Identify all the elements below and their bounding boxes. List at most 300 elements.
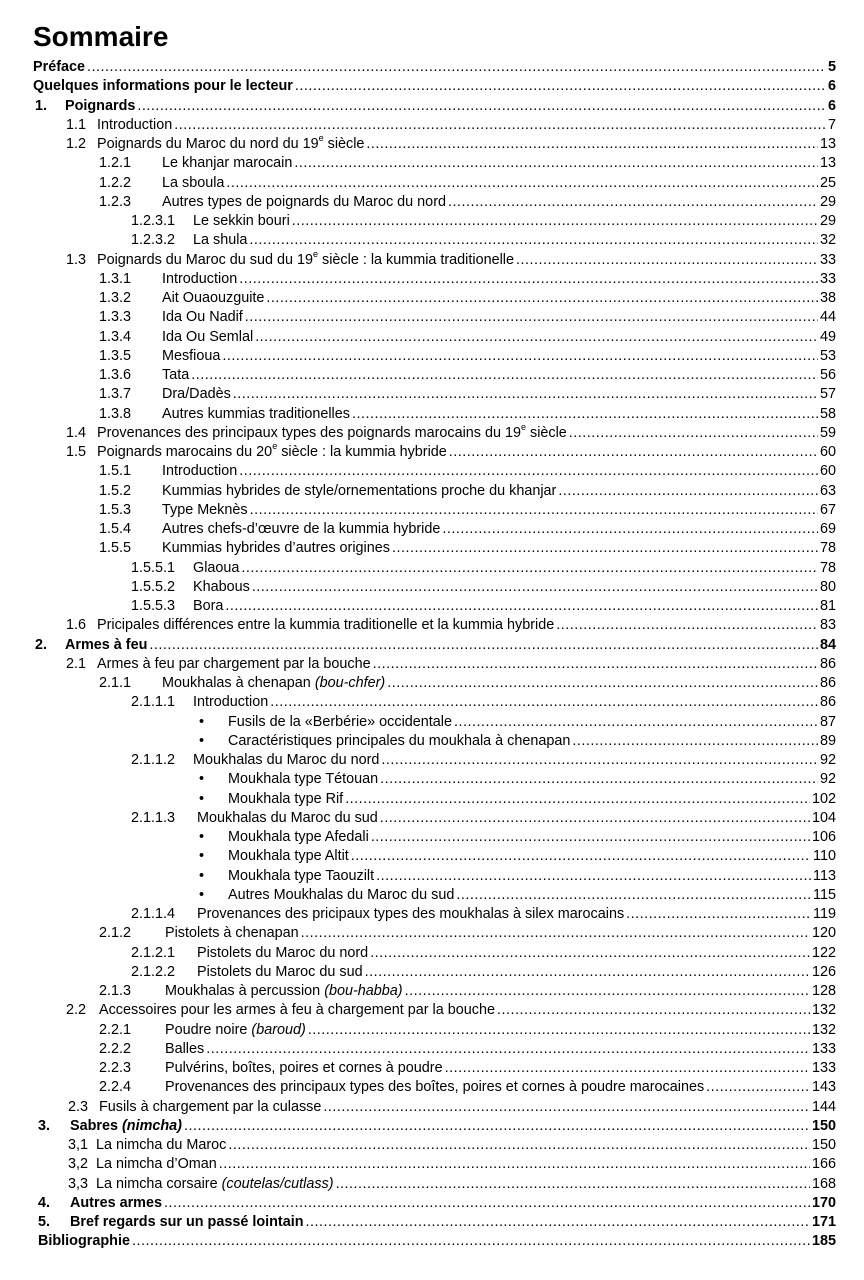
toc-entry[interactable] (99, 674, 836, 693)
toc-entry-page-number: 166 (811, 1156, 836, 1173)
toc-entry-number: 1.5.5 (99, 540, 132, 557)
dot-leader (371, 828, 810, 847)
toc-entry-title: Glaoua (193, 559, 240, 576)
dot-leader (250, 501, 818, 520)
toc-entry-title: Mesfioua (162, 347, 221, 364)
toc-entry-number: 2.2.2 (99, 1040, 132, 1057)
toc-entry-number: 2.2 (66, 1002, 87, 1019)
toc-entry-title: Balles (165, 1040, 205, 1057)
toc-entry-number: 2.1.1.4 (131, 906, 176, 922)
toc-entry[interactable] (66, 135, 836, 154)
bullet-icon: • (199, 886, 205, 903)
toc-entry-number: 1.5.5.1 (131, 559, 176, 576)
toc-entry-page-number: 38 (819, 290, 836, 306)
toc-entry[interactable] (199, 828, 836, 847)
dot-leader (572, 732, 818, 751)
toc-entry-page-number: 60 (819, 444, 836, 460)
dot-leader (164, 1194, 810, 1213)
toc-entry-page-number: 92 (819, 771, 836, 788)
bullet-icon: • (199, 829, 205, 845)
toc-entry-title: Moukhala type Afedali (228, 829, 369, 845)
toc-entry[interactable] (131, 231, 836, 250)
dot-leader (184, 1117, 810, 1136)
toc-entry-number: 1.2.3.1 (131, 213, 176, 229)
toc-entry-number: 1.3.1 (99, 270, 132, 287)
toc-entry-page-number: 78 (819, 559, 836, 576)
toc-entry-page-number: 56 (819, 367, 836, 383)
toc-entry[interactable] (199, 867, 836, 886)
toc-entry[interactable] (199, 847, 836, 866)
toc-entry-page-number: 126 (811, 963, 836, 980)
dot-leader (569, 424, 818, 443)
bullet-icon: • (199, 771, 205, 788)
toc-entry-title: Moukhala type Rif (228, 790, 344, 807)
toc-entry-title: Le khanjar marocain (162, 155, 293, 172)
dot-leader (370, 944, 810, 963)
toc-entry[interactable] (68, 1098, 836, 1117)
toc-entry[interactable] (99, 1040, 836, 1059)
toc-entry[interactable] (131, 578, 836, 597)
toc-entry[interactable] (33, 77, 836, 96)
dot-leader (306, 1213, 810, 1232)
toc-entry-title: Caractéristiques principales du moukhala à chenapan (228, 732, 571, 749)
toc-entry-number: 1.3.2 (99, 290, 132, 306)
toc-entry[interactable] (66, 248, 836, 270)
toc-entry[interactable] (66, 116, 836, 135)
toc-entry-page-number: 69 (819, 521, 836, 537)
toc-entry-title: Quelques informations pour le lecteur (33, 78, 293, 95)
toc-entry[interactable] (99, 924, 836, 943)
toc-entry[interactable] (68, 1175, 836, 1194)
toc-entry-page-number: 102 (811, 790, 836, 807)
toc-entry[interactable] (131, 944, 836, 963)
toc-entry-title: Khabous (193, 578, 250, 595)
toc-entry-number: 2.1.3 (99, 983, 132, 999)
toc-entry-number: 1.2.2 (99, 174, 132, 191)
toc-entry-title: Autres kummias traditionelles (162, 405, 350, 422)
toc-entry-title: Sabres (nimcha) (70, 1117, 182, 1134)
dot-leader (270, 693, 818, 712)
dot-leader (301, 924, 810, 943)
toc-entry-page-number: 58 (819, 405, 836, 422)
dot-leader (308, 1021, 810, 1040)
bullet-icon: • (199, 848, 205, 865)
toc-entry-number: 1.4 (66, 424, 87, 441)
toc-entry[interactable] (199, 732, 836, 751)
toc-entry-page-number: 13 (819, 136, 836, 152)
dot-leader (174, 116, 826, 135)
toc-entry[interactable] (38, 1232, 836, 1251)
toc-entry-title: Moukhalas à percussion (bou-habba) (165, 983, 403, 999)
toc-entry[interactable] (99, 193, 836, 212)
toc-entry[interactable] (131, 751, 836, 770)
dot-leader (373, 655, 818, 674)
dot-leader (241, 559, 818, 578)
toc-entry-page-number: 113 (813, 867, 836, 884)
toc-entry-page-number: 5 (827, 59, 836, 75)
toc-entry-title: Bibliographie (38, 1233, 130, 1250)
toc-entry-page-number: 104 (811, 809, 836, 826)
toc-entry-title: Ait Ouaouzguite (162, 290, 265, 306)
toc-entry-page-number: 133 (811, 1040, 836, 1057)
dot-leader (295, 77, 826, 96)
dot-leader (323, 1098, 810, 1117)
toc-entry[interactable] (33, 58, 836, 77)
toc-entry-title: Autres armes (70, 1194, 162, 1211)
toc-entry-title: Ida Ou Nadif (162, 309, 243, 326)
toc-entry-page-number: 84 (819, 636, 836, 653)
toc-entry[interactable] (131, 597, 836, 616)
toc-entry-number: 1.3 (66, 251, 87, 268)
toc-entry-title: Pistolets à chenapan (165, 925, 299, 942)
dot-leader (445, 1059, 810, 1078)
toc-entry-page-number: 7 (827, 116, 836, 133)
toc-entry-number: 1.2.3 (99, 193, 132, 210)
dot-leader (454, 713, 818, 732)
toc-entry[interactable] (99, 405, 836, 424)
toc-entry-page-number: 122 (811, 944, 836, 961)
toc-entry-title: La nimcha corsaire (coutelas/cutlass) (96, 1175, 334, 1192)
dot-leader (381, 751, 818, 770)
toc-entry-page-number: 120 (811, 925, 836, 942)
toc-entry-number: 2.1.1.2 (131, 752, 176, 768)
dot-leader (706, 1078, 810, 1097)
toc-entry-number: 2.1.2 (99, 925, 132, 942)
toc-entry-title: Autres types de poignards du Maroc du nord (162, 193, 446, 210)
dot-leader (558, 482, 818, 501)
toc-entry-page-number: 144 (811, 1098, 836, 1115)
toc-entry-number: 2.2.4 (99, 1079, 132, 1096)
toc-entry-page-number: 33 (819, 251, 836, 268)
toc-entry[interactable] (99, 154, 836, 173)
toc-entry-title: Provenances des principaux types des poignards marocains du 19e siècle (97, 421, 567, 441)
toc-entry-title: Moukhala type Taouzilt (228, 867, 375, 884)
toc-entry-number: 1.5 (66, 444, 87, 460)
dot-leader (87, 58, 826, 77)
toc-entry-title: Type Meknès (162, 501, 248, 518)
toc-entry-page-number: 170 (811, 1194, 836, 1211)
dot-leader (336, 1175, 810, 1194)
toc-entry-title: Pulvérins, boîtes, poires et cornes à poudre (165, 1060, 443, 1076)
toc-entry-page-number: 6 (827, 78, 836, 95)
toc-entry-page-number: 110 (813, 848, 836, 865)
toc-entry-title: Pistolets du Maroc du sud (197, 963, 363, 980)
dot-leader (380, 809, 810, 828)
toc-entry-number: 2.1.2.1 (131, 944, 176, 961)
toc-entry-title: Moukhala type Altit (228, 848, 349, 865)
toc-entry[interactable] (131, 809, 836, 828)
dot-leader (225, 597, 818, 616)
dot-leader (206, 1040, 810, 1059)
toc-entry-title: Bora (193, 598, 224, 614)
toc-entry-page-number: 80 (819, 578, 836, 595)
toc-entry-number: 1.3.6 (99, 367, 132, 383)
toc-entry-title: Moukhalas à chenapan (bou-chfer) (162, 675, 386, 691)
toc-entry-number: 3,1 (68, 1137, 89, 1153)
toc-entry-page-number: 86 (819, 675, 836, 691)
toc-entry[interactable] (99, 1021, 836, 1040)
toc-entry-page-number: 87 (819, 713, 836, 730)
toc-entry[interactable] (99, 174, 836, 193)
toc-entry-number: 1.6 (66, 617, 87, 634)
toc-entry-title: Fusils de la «Berbérie» occidentale (228, 713, 452, 730)
toc-entry-title: La shula (193, 232, 248, 249)
toc-entry[interactable] (131, 212, 836, 231)
toc-entry-title: Introduction (193, 694, 269, 711)
dot-leader (294, 154, 818, 173)
toc-entry-page-number: 63 (819, 482, 836, 499)
toc-entry-title: La sboula (162, 174, 225, 191)
dot-leader (239, 270, 818, 289)
toc-entry-page-number: 132 (811, 1002, 836, 1019)
toc-entry-page-number: 86 (819, 655, 836, 672)
dot-leader (137, 97, 826, 116)
bullet-icon: • (199, 713, 205, 730)
toc-entry-title: Moukhalas du Maroc du nord (193, 752, 380, 768)
toc-entry-title: Poignards du Maroc du nord du 19e siècle (97, 133, 365, 152)
toc-entry-page-number: 49 (819, 328, 836, 345)
dot-leader (556, 616, 818, 635)
dot-leader (456, 886, 811, 905)
toc-entry-title: Poignards (65, 97, 136, 114)
toc-entry-page-number: 83 (819, 617, 836, 634)
toc-entry-number: 1.2.1 (99, 155, 132, 172)
toc-entry-number: 1.3.5 (99, 347, 132, 364)
toc-entry[interactable] (35, 636, 836, 655)
toc-entry-number: 1.3.4 (99, 328, 132, 345)
toc-entry[interactable] (68, 1155, 836, 1174)
dot-leader (380, 770, 818, 789)
dot-leader (219, 1155, 810, 1174)
toc-entry-number: 3. (38, 1117, 51, 1134)
dot-leader (366, 135, 818, 154)
toc-entry[interactable] (35, 97, 836, 116)
toc-entry-title: Introduction (97, 116, 173, 133)
toc-entry-number: 2.1.1.3 (131, 809, 176, 826)
dot-leader (345, 790, 810, 809)
toc-entry-number: 3,3 (68, 1175, 89, 1192)
toc-entry-title: Le sekkin bouri (193, 213, 290, 229)
toc-entry[interactable] (131, 693, 836, 712)
toc-entry[interactable] (99, 501, 836, 520)
bullet-icon: • (199, 790, 205, 807)
toc-entry[interactable] (38, 1194, 836, 1213)
toc-entry-number: 1.5.5.3 (131, 598, 176, 614)
toc-entry-page-number: 32 (819, 232, 836, 249)
dot-leader (255, 328, 818, 347)
dot-leader (266, 289, 818, 308)
toc-entry[interactable] (131, 963, 836, 982)
toc-entry-title: Pistolets du Maroc du nord (197, 944, 369, 961)
toc-entry-page-number: 150 (811, 1117, 836, 1134)
toc-entry-page-number: 128 (811, 983, 836, 999)
toc-entry-title: Provenances des pricipaux types des moukhalas à silex marocains (197, 906, 625, 922)
toc-entry-page-number: 29 (819, 213, 836, 229)
dot-leader (132, 1232, 810, 1251)
dot-leader (405, 982, 810, 1001)
toc-entry[interactable] (66, 443, 836, 462)
toc-entry-title: Moukhalas du Maroc du sud (197, 809, 378, 826)
toc-entry-page-number: 33 (819, 270, 836, 287)
bullet-icon: • (199, 732, 205, 749)
toc-entry-title: Accessoires pour les armes à feu à chargement par la bouche (99, 1002, 495, 1019)
bullet-icon: • (199, 867, 205, 884)
toc-entry-number: 5. (38, 1214, 51, 1230)
toc-entry[interactable] (99, 289, 836, 308)
toc-entry-page-number: 119 (813, 906, 836, 922)
toc-entry-page-number: 89 (819, 732, 836, 749)
toc-entry-number: 1. (35, 97, 48, 114)
dot-leader (387, 674, 818, 693)
toc-entry-number: 2.2.3 (99, 1060, 132, 1076)
toc-entry-number: 2.1 (66, 655, 87, 672)
toc-entry-page-number: 106 (811, 829, 836, 845)
toc-entry[interactable] (131, 559, 836, 578)
dot-leader (233, 385, 818, 404)
toc-entry-page-number: 44 (819, 309, 836, 326)
toc-entry-page-number: 81 (819, 598, 836, 614)
toc-entry-title: Poignards marocains du 20e siècle : la kummia hybride (97, 441, 447, 460)
dot-leader (226, 174, 818, 193)
dot-leader (626, 905, 811, 924)
dot-leader (392, 539, 818, 558)
toc-entry-page-number: 78 (819, 540, 836, 557)
toc-entry[interactable] (99, 982, 836, 1001)
toc-entry-title: La nimcha du Maroc (96, 1137, 227, 1153)
dot-leader (228, 1136, 810, 1155)
toc-entry-number: 2.1.1 (99, 675, 132, 691)
toc-entry-number: 1.1 (66, 116, 87, 133)
dot-leader (351, 847, 811, 866)
toc-entry-title: Tata (162, 367, 190, 383)
dot-leader (516, 251, 818, 270)
toc-entry-number: 1.3.8 (99, 405, 132, 422)
toc-entry[interactable] (99, 1059, 836, 1078)
toc-entry-number: 1.3.7 (99, 386, 132, 403)
toc-entry-title: Introduction (162, 270, 238, 287)
dot-leader (365, 963, 810, 982)
toc-entry-page-number: 115 (813, 886, 836, 903)
toc-entry-page-number: 67 (819, 501, 836, 518)
toc-entry-title: Poignards du Maroc du sud du 19e siècle : la kummia traditionelle (97, 248, 514, 268)
toc-entry[interactable] (38, 1213, 836, 1232)
toc-entry-title: Autres Moukhalas du Maroc du sud (228, 886, 455, 903)
toc-entry-number: 1.5.3 (99, 501, 132, 518)
toc-entry[interactable] (99, 308, 836, 327)
toc-entry[interactable] (99, 1078, 836, 1097)
dot-leader (252, 578, 818, 597)
toc-entry-page-number: 57 (819, 386, 836, 403)
toc-entry-number: 3,2 (68, 1156, 89, 1173)
toc-entry[interactable] (68, 1136, 836, 1155)
toc-entry-number: 1.5.2 (99, 482, 132, 499)
toc-entry-page-number: 13 (819, 155, 836, 172)
toc-entry[interactable] (199, 790, 836, 809)
toc-entry-page-number: 29 (819, 193, 836, 210)
toc-entry-title: Kummias hybrides d’autres origines (162, 540, 390, 557)
dot-leader (191, 366, 818, 385)
toc-entry[interactable] (99, 539, 836, 558)
dot-leader (449, 443, 818, 462)
toc-entry-number: 2. (35, 636, 48, 653)
dot-leader (239, 462, 818, 481)
dot-leader (249, 231, 818, 250)
toc-entry-title: Ida Ou Semlal (162, 328, 254, 345)
toc-entry-title: Dra/Dadès (162, 386, 231, 403)
dot-leader (352, 405, 818, 424)
toc-entry-title: Poudre noire (baroud) (165, 1021, 306, 1038)
toc-entry-page-number: 171 (811, 1214, 836, 1230)
toc-entry-title: Fusils à chargement par la culasse (99, 1098, 322, 1115)
toc-entry-title: Armes à feu (65, 636, 148, 653)
dot-leader (448, 193, 818, 212)
toc-entry-page-number: 168 (811, 1175, 836, 1192)
toc-entry-number: 1.5.1 (99, 463, 132, 480)
toc-entry-page-number: 53 (819, 347, 836, 364)
toc-entry[interactable] (38, 1117, 836, 1136)
toc-entry-number: 2.2.1 (99, 1021, 132, 1038)
toc-entry[interactable] (199, 886, 836, 905)
toc-entry-title: Introduction (162, 463, 238, 480)
toc-entry[interactable] (99, 328, 836, 347)
toc-entry-page-number: 143 (811, 1079, 836, 1096)
toc-entry[interactable] (131, 905, 836, 924)
toc-entry-number: 1.5.5.2 (131, 578, 176, 595)
toc-entry[interactable] (99, 520, 836, 539)
toc-entry[interactable] (66, 655, 836, 674)
toc-entry-number: 4. (38, 1194, 51, 1211)
toc-entry-page-number: 86 (819, 694, 836, 711)
toc-entry-page-number: 92 (819, 752, 836, 768)
dot-leader (245, 308, 818, 327)
toc-entry[interactable] (99, 385, 836, 404)
toc-entry-number: 1.5.4 (99, 521, 132, 537)
toc-entry[interactable] (199, 713, 836, 732)
toc-entry[interactable] (99, 462, 836, 481)
toc-entry-number: 1.3.3 (99, 309, 132, 326)
dot-leader (376, 867, 811, 886)
toc-entry[interactable] (66, 1001, 836, 1020)
toc-entry-title: Moukhala type Tétouan (228, 771, 379, 788)
toc-entry-page-number: 133 (811, 1060, 836, 1076)
page-title: Sommaire (33, 21, 169, 52)
toc-entry-title: Kummias hybrides de style/ornementations proche du khanjar (162, 482, 557, 499)
toc-entry[interactable] (99, 347, 836, 366)
toc-entry[interactable] (99, 482, 836, 501)
toc-entry[interactable] (66, 421, 836, 443)
toc-entry-page-number: 6 (827, 97, 836, 114)
toc-entry-title: Autres chefs-d’œuvre de la kummia hybride (162, 521, 441, 537)
toc-entry-number: 1.2.3.2 (131, 232, 176, 249)
toc-entry[interactable] (99, 366, 836, 385)
toc-entry-title: Provenances des principaux types des boîtes, poires et cornes à poudre marocaines (165, 1079, 705, 1096)
dot-leader (497, 1001, 810, 1020)
toc-entry[interactable] (99, 270, 836, 289)
toc-entry-number: 2.3 (68, 1098, 89, 1115)
toc-entry-title: Pricipales différences entre la kummia traditionelle et la kummia hybride (97, 617, 555, 634)
toc-entry-page-number: 59 (819, 424, 836, 441)
dot-leader (442, 520, 818, 539)
toc-entry-title: Bref regards sur un passé lointain (70, 1214, 304, 1230)
toc-entry-page-number: 150 (811, 1137, 836, 1153)
toc-entry-page-number: 60 (819, 463, 836, 480)
dot-leader (222, 347, 818, 366)
toc-entry-page-number: 185 (811, 1233, 836, 1250)
toc-entry[interactable] (66, 616, 836, 635)
toc-entry-title: Armes à feu par chargement par la bouche (97, 655, 371, 672)
toc-entry[interactable] (199, 770, 836, 789)
toc-entry-title: Préface (33, 59, 86, 75)
